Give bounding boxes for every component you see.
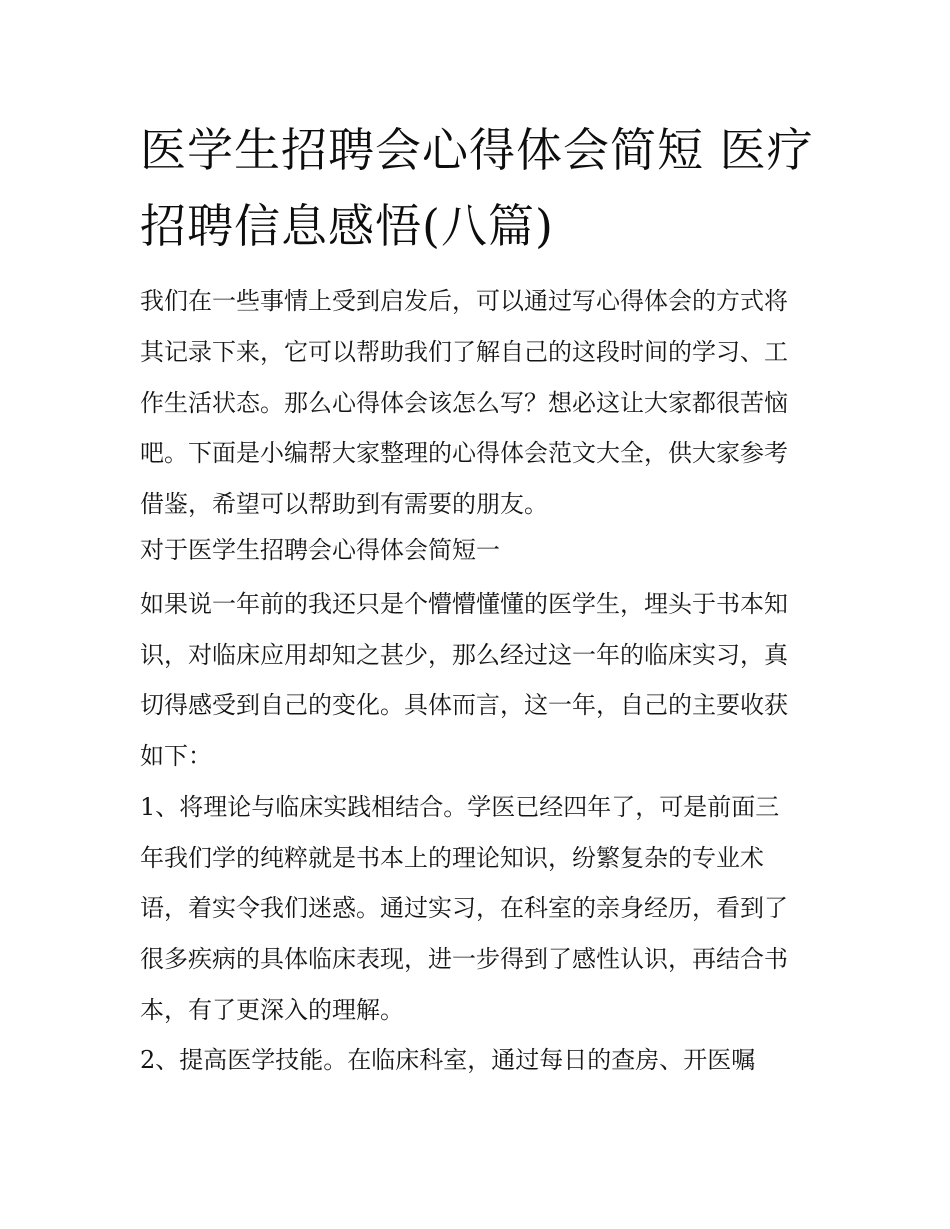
section-heading: 对于医学生招聘会心得体会简短一 bbox=[140, 536, 500, 564]
body-line: 借鉴，希望可以帮助到有需要的朋友。 bbox=[140, 490, 548, 518]
body-line: 年我们学的纯粹就是书本上的理论知识，纷繁复杂的专业术 bbox=[140, 844, 764, 872]
list-item-1: 1、将理论与临床实践相结合。学医已经四年了，可是前面三 bbox=[140, 793, 780, 821]
body-line: 如果说一年前的我还只是个懵懵懂懂的医学生，埋头于书本知 bbox=[140, 590, 788, 618]
body-line: 很多疾病的具体临床表现，进一步得到了感性认识，再结合书 bbox=[140, 945, 788, 973]
body-line: 识，对临床应用却知之甚少，那么经过这一年的临床实习，真 bbox=[140, 641, 788, 669]
list-item-2: 2、提高医学技能。在临床科室，通过每日的查房、开医嘱 bbox=[140, 1046, 756, 1074]
body-line: 如下： bbox=[140, 742, 212, 770]
body-line: 我们在一些事情上受到启发后，可以通过写心得体会的方式将 bbox=[140, 287, 788, 315]
body-line: 作生活状态。那么心得体会该怎么写？想必这让大家都很苦恼 bbox=[140, 389, 788, 417]
body-line: 切得感受到自己的变化。具体而言，这一年，自己的主要收获 bbox=[140, 691, 788, 719]
document-title: 医学生招聘会心得体会简短 医疗招聘信息感悟(八篇) bbox=[140, 123, 814, 253]
body-line: 语，着实令我们迷惑。通过实习，在科室的亲身经历，看到了 bbox=[140, 894, 788, 922]
body-line: 本，有了更深入的理解。 bbox=[140, 996, 404, 1024]
body-line: 其记录下来，它可以帮助我们了解自己的这段时间的学习、工 bbox=[140, 338, 788, 366]
body-line: 吧。下面是小编帮大家整理的心得体会范文大全，供大家参考 bbox=[140, 439, 788, 467]
